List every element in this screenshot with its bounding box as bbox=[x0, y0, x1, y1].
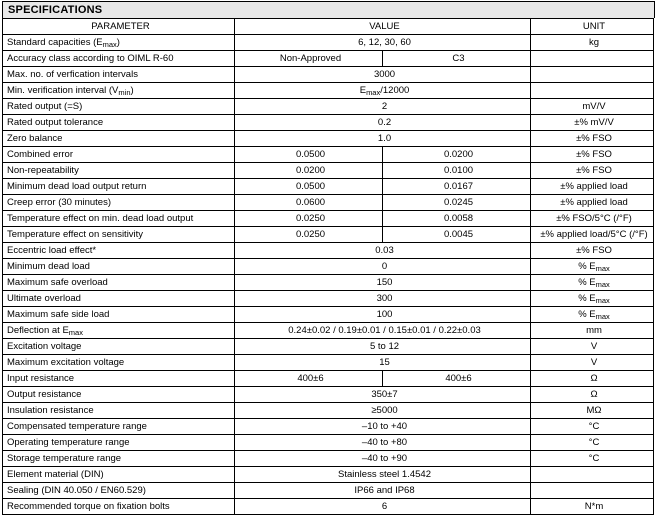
unit-cell bbox=[531, 51, 654, 67]
value-cell: 5 to 12 bbox=[235, 339, 531, 355]
parameter-cell: Min. verification interval $(V_{min})$ bbox=[3, 83, 235, 99]
parameter-cell: Maximum safe overload bbox=[3, 275, 235, 291]
value-cell-secondary: 0.0058 bbox=[383, 211, 531, 227]
table-row bbox=[3, 259, 654, 275]
value-cell: 0.24±0.02 / 0.19±0.01 / 0.15±0.01 / 0.22±0.03 bbox=[235, 323, 531, 339]
parameter-cell: Excitation voltage bbox=[3, 339, 235, 355]
parameter-cell: Minimum dead load bbox=[3, 259, 235, 275]
value-cell: 350±7 bbox=[235, 387, 531, 403]
table-row bbox=[3, 483, 654, 499]
parameter-cell: Standard capacities $(E_{max})$ bbox=[3, 35, 235, 51]
parameter-cell: Eccentric load effect* bbox=[3, 243, 235, 259]
table-row bbox=[3, 195, 654, 211]
value-cell-secondary: 0.0245 bbox=[383, 195, 531, 211]
table-row bbox=[3, 83, 654, 99]
unit-cell: % $E_{max}$ bbox=[531, 291, 654, 307]
unit-cell: °C bbox=[531, 419, 654, 435]
value-cell: 15 bbox=[235, 355, 531, 371]
value-cell: 0.2 bbox=[235, 115, 531, 131]
value-cell-secondary: 0.0100 bbox=[383, 163, 531, 179]
parameter-cell: Zero balance bbox=[3, 131, 235, 147]
unit-cell: MΩ bbox=[531, 403, 654, 419]
table-row bbox=[3, 307, 654, 323]
table-row bbox=[3, 35, 654, 51]
value-cell-secondary: C3 bbox=[383, 51, 531, 67]
parameter-cell: Sealing (DIN 40.050 / EN60.529) bbox=[3, 483, 235, 499]
parameter-cell: Combined error bbox=[3, 147, 235, 163]
value-cell: –10 to +40 bbox=[235, 419, 531, 435]
unit-cell: V bbox=[531, 355, 654, 371]
column-header-parameter: PARAMETER bbox=[3, 19, 235, 35]
value-cell-primary: 0.0250 bbox=[235, 227, 383, 243]
table-row bbox=[3, 403, 654, 419]
value-cell-primary: 0.0500 bbox=[235, 179, 383, 195]
table-row bbox=[3, 339, 654, 355]
unit-cell: mm bbox=[531, 323, 654, 339]
unit-cell bbox=[531, 83, 654, 99]
unit-cell: Ω bbox=[531, 371, 654, 387]
specifications-sheet bbox=[2, 1, 655, 520]
table-row bbox=[3, 323, 654, 339]
value-cell: 6, 12, 30, 60 bbox=[235, 35, 531, 51]
parameter-cell: Recommended torque on fixation bolts bbox=[3, 499, 235, 515]
value-cell: –40 to +90 bbox=[235, 451, 531, 467]
value-cell: 300 bbox=[235, 291, 531, 307]
table-row bbox=[3, 419, 654, 435]
parameter-cell: Max. no. of verfication intervals bbox=[3, 67, 235, 83]
table-row bbox=[3, 211, 654, 227]
unit-cell: V bbox=[531, 339, 654, 355]
table-row bbox=[3, 131, 654, 147]
value-cell-primary: 0.0200 bbox=[235, 163, 383, 179]
value-cell-primary: 0.0500 bbox=[235, 147, 383, 163]
unit-cell: ±% FSO bbox=[531, 147, 654, 163]
parameter-cell: Rated output (=S) bbox=[3, 99, 235, 115]
table-row bbox=[3, 451, 654, 467]
value-cell-primary: Non-Approved bbox=[235, 51, 383, 67]
parameter-cell: Creep error (30 minutes) bbox=[3, 195, 235, 211]
value-cell-primary: 400±6 bbox=[235, 371, 383, 387]
table-row bbox=[3, 275, 654, 291]
table-row bbox=[3, 99, 654, 115]
unit-cell: kg bbox=[531, 35, 654, 51]
table-row bbox=[3, 387, 654, 403]
value-cell: $E_{max}/12000$ bbox=[235, 83, 531, 99]
parameter-cell: Minimum dead load output return bbox=[3, 179, 235, 195]
table-row bbox=[3, 227, 654, 243]
value-cell: 3000 bbox=[235, 67, 531, 83]
value-cell: 1.0 bbox=[235, 131, 531, 147]
parameter-cell: Element material (DIN) bbox=[3, 467, 235, 483]
value-cell: 150 bbox=[235, 275, 531, 291]
parameter-cell: Input resistance bbox=[3, 371, 235, 387]
value-cell: 100 bbox=[235, 307, 531, 323]
page-title: SPECIFICATIONS bbox=[2, 1, 655, 18]
column-header-unit: UNIT bbox=[531, 19, 654, 35]
unit-cell: % $E_{max}$ bbox=[531, 259, 654, 275]
table-row bbox=[3, 371, 654, 387]
parameter-cell: Temperature effect on min. dead load output bbox=[3, 211, 235, 227]
parameter-cell: Insulation resistance bbox=[3, 403, 235, 419]
value-cell: ≥5000 bbox=[235, 403, 531, 419]
parameter-cell: Storage temperature range bbox=[3, 451, 235, 467]
unit-cell: N*m bbox=[531, 499, 654, 515]
value-cell: –40 to +80 bbox=[235, 435, 531, 451]
table-header-row bbox=[3, 19, 654, 35]
value-cell: 6 bbox=[235, 499, 531, 515]
table-row bbox=[3, 499, 654, 515]
parameter-cell: Temperature effect on sensitivity bbox=[3, 227, 235, 243]
parameter-cell: Maximum excitation voltage bbox=[3, 355, 235, 371]
unit-cell: Ω bbox=[531, 387, 654, 403]
value-cell-primary: 0.0600 bbox=[235, 195, 383, 211]
table-row bbox=[3, 435, 654, 451]
unit-cell: ±% applied load bbox=[531, 179, 654, 195]
parameter-cell: Ultimate overload bbox=[3, 291, 235, 307]
table-row bbox=[3, 163, 654, 179]
unit-cell: % $E_{max}$ bbox=[531, 307, 654, 323]
table-row bbox=[3, 51, 654, 67]
unit-cell: ±% applied load/5°C (/°F) bbox=[531, 227, 654, 243]
table-row bbox=[3, 467, 654, 483]
unit-cell: °C bbox=[531, 451, 654, 467]
unit-cell bbox=[531, 67, 654, 83]
parameter-cell: Non-repeatability bbox=[3, 163, 235, 179]
unit-cell bbox=[531, 483, 654, 499]
unit-cell bbox=[531, 467, 654, 483]
unit-cell: ±% FSO/5°C (/°F) bbox=[531, 211, 654, 227]
table-row bbox=[3, 291, 654, 307]
value-cell: 0 bbox=[235, 259, 531, 275]
value-cell-primary: 0.0250 bbox=[235, 211, 383, 227]
table-row bbox=[3, 243, 654, 259]
parameter-cell: Deflection at $E_{max}$ bbox=[3, 323, 235, 339]
unit-cell: mV/V bbox=[531, 99, 654, 115]
parameter-cell: Rated output tolerance bbox=[3, 115, 235, 131]
value-cell: 2 bbox=[235, 99, 531, 115]
specifications-table bbox=[2, 18, 654, 515]
parameter-cell: Compensated temperature range bbox=[3, 419, 235, 435]
value-cell-secondary: 0.0200 bbox=[383, 147, 531, 163]
unit-cell: ±% applied load bbox=[531, 195, 654, 211]
table-row bbox=[3, 67, 654, 83]
table-body bbox=[3, 35, 654, 515]
value-cell: IP66 and IP68 bbox=[235, 483, 531, 499]
column-header-value: VALUE bbox=[235, 19, 531, 35]
table-row bbox=[3, 355, 654, 371]
table-row bbox=[3, 179, 654, 195]
parameter-cell: Accuracy class according to OIML R-60 bbox=[3, 51, 235, 67]
parameter-cell: Operating temperature range bbox=[3, 435, 235, 451]
table-row bbox=[3, 147, 654, 163]
table-row bbox=[3, 115, 654, 131]
unit-cell: ±% FSO bbox=[531, 163, 654, 179]
unit-cell: ±% FSO bbox=[531, 243, 654, 259]
unit-cell: °C bbox=[531, 435, 654, 451]
unit-cell: ±% FSO bbox=[531, 131, 654, 147]
parameter-cell: Output resistance bbox=[3, 387, 235, 403]
value-cell-secondary: 400±6 bbox=[383, 371, 531, 387]
value-cell: Stainless steel 1.4542 bbox=[235, 467, 531, 483]
unit-cell: % $E_{max}$ bbox=[531, 275, 654, 291]
unit-cell: ±% mV/V bbox=[531, 115, 654, 131]
value-cell-secondary: 0.0045 bbox=[383, 227, 531, 243]
parameter-cell: Maximum safe side load bbox=[3, 307, 235, 323]
value-cell-secondary: 0.0167 bbox=[383, 179, 531, 195]
value-cell: 0.03 bbox=[235, 243, 531, 259]
